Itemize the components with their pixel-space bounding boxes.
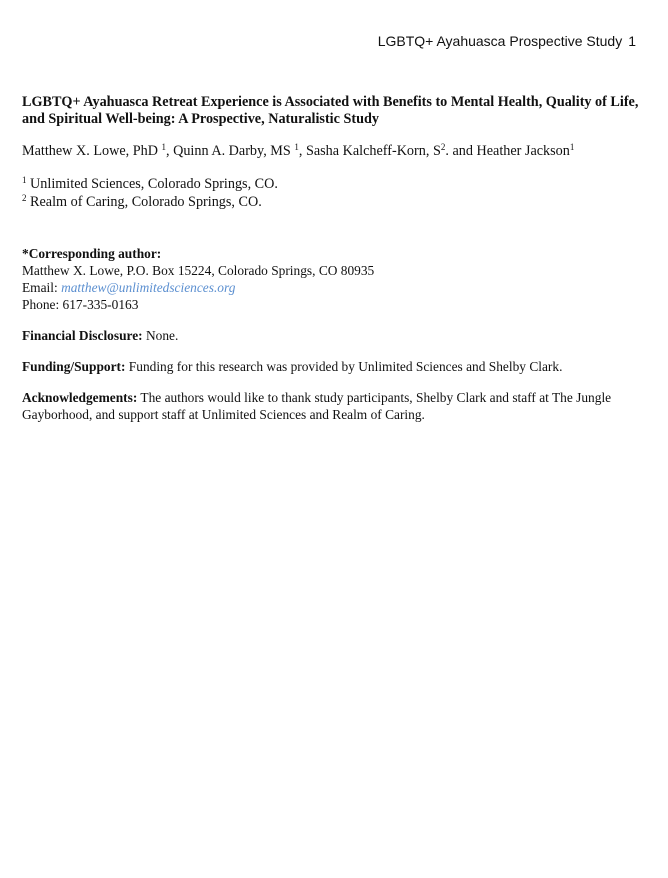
financial-disclosure-label: Financial Disclosure: — [22, 328, 143, 343]
affiliation-item — [22, 193, 640, 211]
author-separator: , — [166, 143, 174, 159]
author-name: Quinn A. Darby, MS — [173, 143, 295, 159]
affiliation-sup: 1 — [22, 175, 27, 185]
author-affiliation-sup: 2 — [440, 142, 446, 152]
corresponding-address: Matthew X. Lowe, P.O. Box 15224, Colorado Springs, CO 80935 — [22, 263, 375, 278]
author-name: Heather Jackson — [476, 143, 570, 159]
author-name: Matthew X. Lowe, PhD — [22, 143, 162, 159]
financial-disclosure — [22, 327, 640, 344]
author-name: Sasha Kalcheff-Korn, S — [305, 143, 441, 159]
title-page-content — [22, 94, 640, 423]
affiliation-item — [22, 175, 640, 193]
financial-disclosure-text: None. — [142, 328, 179, 343]
acknowledgements-text: The authors would like to thank study participants, Shelby Clark and staff at The Jungle Gayborhood, and support staff at Unlimited Sciences and Realm of Caring. — [22, 390, 612, 422]
running-head — [378, 33, 636, 49]
paper-title: LGBTQ+ Ayahuasca Retreat Experience is Associated with Benefits to Mental Health, Quality of Life, and Spiritual Well-being: A Prospective, Naturalistic Study — [22, 94, 639, 127]
acknowledgements — [22, 389, 640, 423]
author-separator: . and — [445, 143, 477, 159]
funding-support-label: Funding/Support: — [22, 359, 126, 374]
corresponding-author-label: *Corresponding author: — [22, 246, 162, 261]
author-affiliation-sup: 1 — [569, 142, 575, 152]
affiliation-text: Unlimited Sciences, Colorado Springs, CO. — [26, 176, 278, 192]
corresponding-email-line — [22, 279, 640, 296]
funding-support — [22, 358, 640, 375]
corresponding-author-block — [22, 245, 640, 313]
acknowledgements-label: Acknowledgements: — [22, 390, 138, 405]
corresponding-phone: Phone: 617-335-0163 — [22, 297, 139, 312]
running-head-title: LGBTQ+ Ayahuasca Prospective Study — [377, 33, 623, 49]
author-affiliation-sup: 1 — [294, 142, 299, 152]
affiliation-text: Realm of Caring, Colorado Springs, CO. — [26, 194, 262, 210]
funding-support-text: Funding for this research was provided by Unlimited Sciences and Shelby Clark. — [125, 359, 563, 374]
author-affiliation-sup: 1 — [161, 142, 166, 152]
email-link[interactable]: matthew@unlimitedsciences.org — [61, 280, 236, 295]
affiliation-sup: 2 — [22, 193, 27, 203]
author-separator: , — [298, 143, 306, 159]
page-number: 1 — [628, 33, 636, 49]
email-label: Email: — [22, 280, 62, 295]
author-list — [22, 142, 640, 160]
affiliation-list — [22, 175, 640, 211]
